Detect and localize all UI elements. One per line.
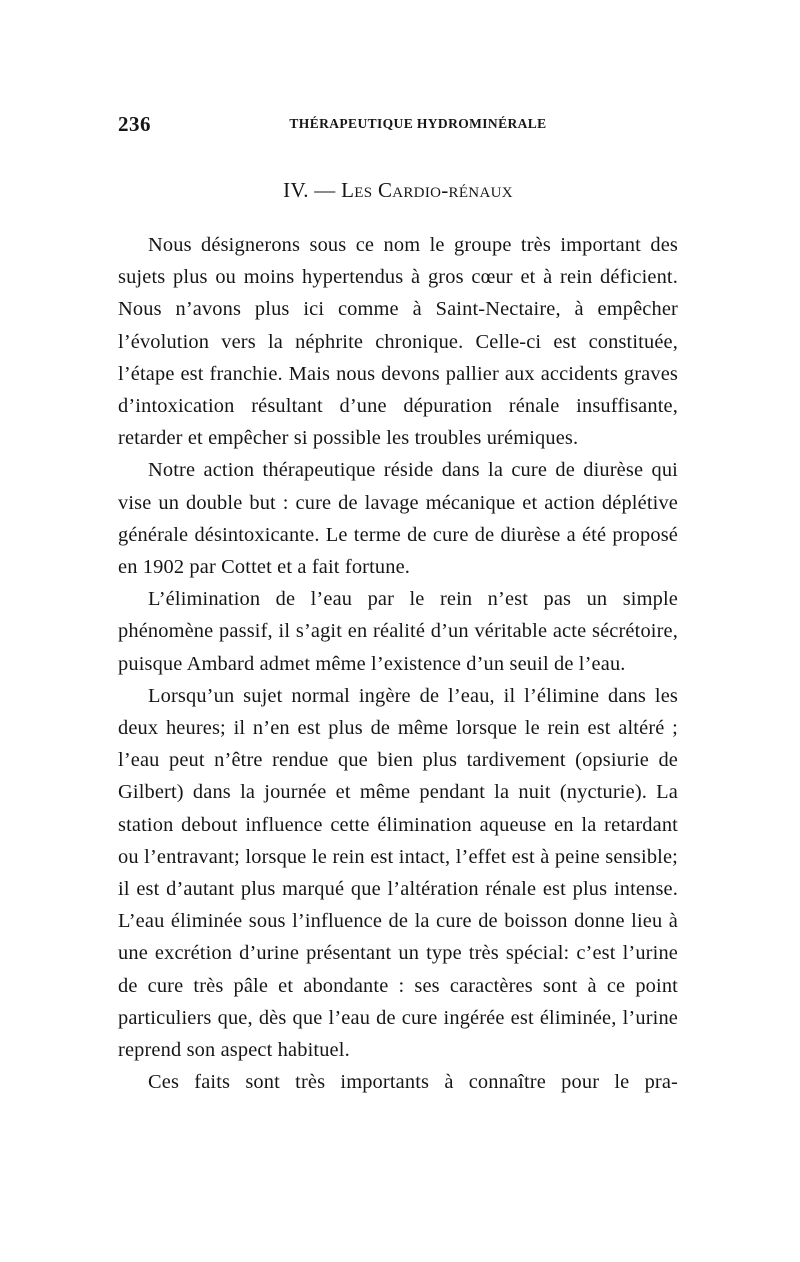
- paragraph: L’élimination de l’eau par le rein n’est pas un simple phénomène passif, il s’agit en réalité d’un véritable acte sécrétoire, puisque Ambard admet même l’existence d’un seuil de l’eau.: [118, 588, 678, 675]
- paragraph: Ces faits sont très importants à connaître pour le pra-: [148, 1071, 678, 1094]
- section-heading: IV. — Les Cardio-rénaux: [283, 178, 513, 202]
- body-text: [118, 229, 678, 1098]
- book-page: [118, 112, 678, 1098]
- paragraph: Nous désignerons sous ce nom le groupe très important des sujets plus ou moins hypertendus à gros cœur et à rein déficient. Nous n’avons plus ici comme à Saint-Nectaire, à empêcher l’évolution vers la néphrite chronique. Celle-ci est constituée, l’étape est franchie. Mais nous devons pallier aux accidents graves d’intoxication résultant d’une dépuration rénale insuffisante, retarder et empêcher si possible les troubles urémiques.: [118, 234, 678, 450]
- page-number: 236: [118, 112, 151, 136]
- paragraph: Lorsqu’un sujet normal ingère de l’eau, il l’élimine dans les deux heures; il n’en est plus de même lorsque le rein est altéré ; l’eau peut n’être rendue que bien plus tardivement (opsiurie de Gilbert) dans la journée et même pendant la nuit (nycturie). La station debout influence cette élimination aqueuse en la retardant ou l’entravant; lorsque le rein est intact, l’effet est à peine sensible; il est d’autant plus marqué que l’altération rénale est plus intense. L’eau éliminée sous l’influence de la cure de boisson donne lieu à une excrétion d’urine présentant un type très spécial: c’est l’urine de cure très pâle et abondante : ses caractères sont à ce point particuliers que, dès que l’eau de cure ingérée est éliminée, l’urine reprend son aspect habituel.: [118, 684, 678, 1062]
- running-title: THÉRAPEUTIQUE HYDROMINÉRALE: [289, 116, 547, 131]
- running-header: [118, 112, 678, 142]
- paragraph: Notre action thérapeutique réside dans la cure de diurèse qui vise un double but : cure de lavage mécanique et action déplétive générale désintoxicante. Le terme de cure de diurèse a été proposé en 1902 par Cottet et a fait fortune.: [118, 459, 678, 579]
